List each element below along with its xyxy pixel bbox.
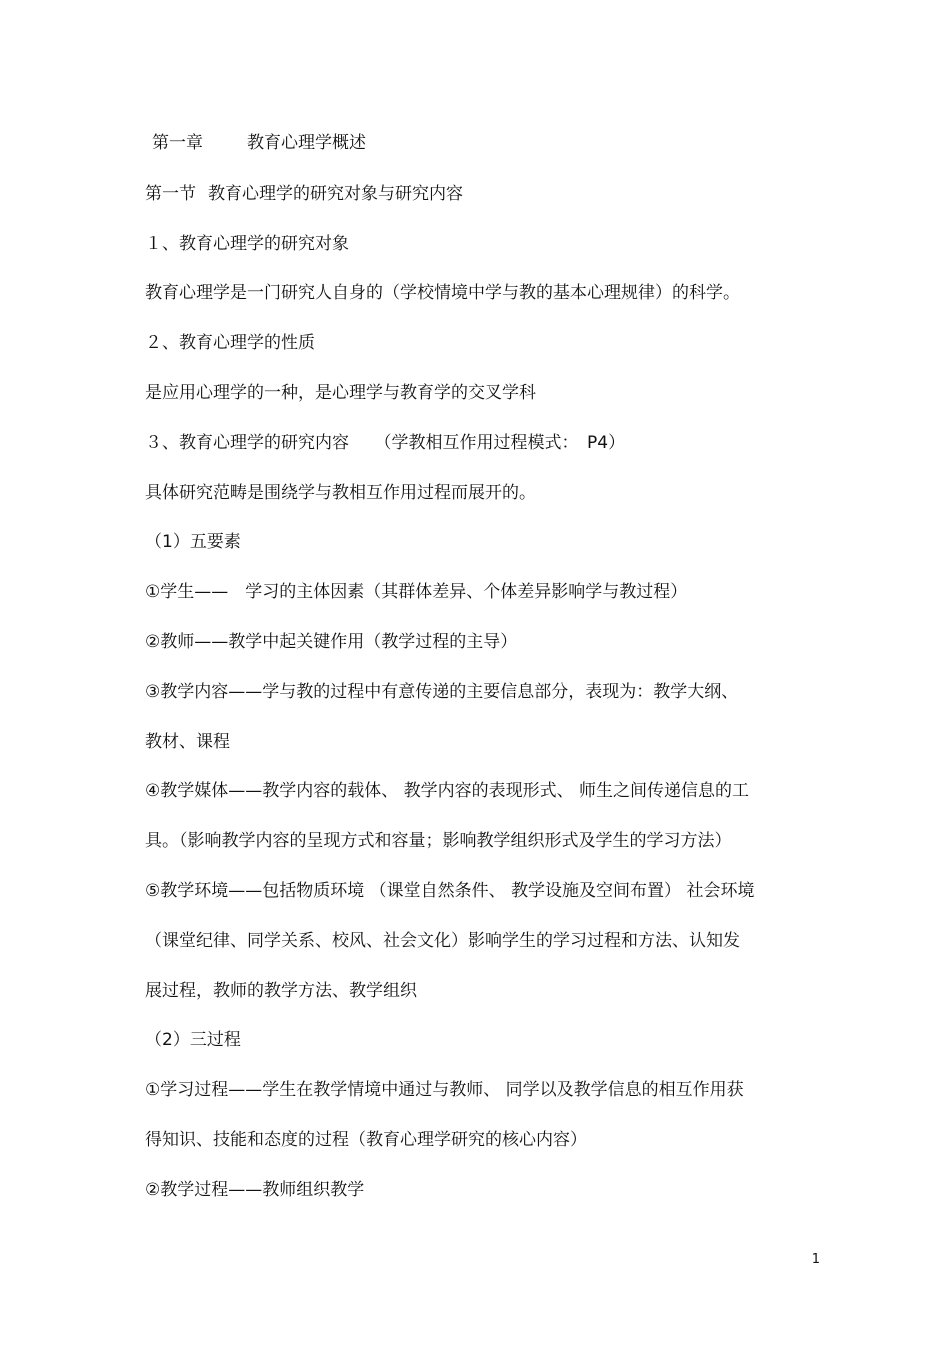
paragraph-line: （2）三过程 bbox=[145, 1030, 241, 1050]
paragraph-line: １、教育心理学的研究对象 bbox=[145, 234, 349, 254]
chapter-heading bbox=[152, 132, 852, 154]
section-label: 第一节 bbox=[145, 184, 196, 204]
paragraph-line: ④教学媒体——教学内容的载体、 教学内容的表现形式、 师生之间传递信息的工 bbox=[145, 781, 750, 801]
paragraph-line: ②教师——教学中起关键作用（教学过程的主导） bbox=[145, 632, 518, 652]
section-heading bbox=[145, 183, 845, 205]
paragraph-line: ３、教育心理学的研究内容 （学教相互作用过程模式： P4） bbox=[145, 433, 626, 453]
paragraph-line: （1）五要素 bbox=[145, 532, 241, 552]
paragraph-line: 具体研究范畴是围绕学与教相互作用过程而展开的。 bbox=[145, 483, 536, 503]
paragraph-line: ２、教育心理学的性质 bbox=[145, 333, 315, 353]
chapter-title: 教育心理学概述 bbox=[247, 133, 366, 153]
paragraph-line: 教材、课程 bbox=[145, 732, 230, 752]
paragraph-line: ②教学过程——教师组织教学 bbox=[145, 1180, 365, 1200]
paragraph-line: ⑤教学环境——包括物质环境 （课堂自然条件、 教学设施及空间布置） 社会环境 bbox=[145, 881, 755, 901]
page-number: 1 bbox=[811, 1252, 820, 1267]
chapter-label: 第一章 bbox=[152, 133, 203, 153]
paragraph-line: 是应用心理学的一种，是心理学与教育学的交叉学科 bbox=[145, 383, 536, 403]
section-title: 教育心理学的研究对象与研究内容 bbox=[208, 184, 463, 204]
paragraph-line: ①学习过程——学生在教学情境中通过与教师、 同学以及教学信息的相互作用获 bbox=[145, 1080, 744, 1100]
paragraph-line: ①学生—— 学习的主体因素（其群体差异、个体差异影响学与教过程） bbox=[145, 582, 688, 602]
paragraph-line: 具。（影响教学内容的呈现方式和容量；影响教学组织形式及学生的学习方法） bbox=[145, 831, 732, 851]
paragraph-line: ③教学内容——学与教的过程中有意传递的主要信息部分，表现为：教学大纲、 bbox=[145, 682, 739, 702]
paragraph-line: 教育心理学是一门研究人自身的（学校情境中学与教的基本心理规律）的科学。 bbox=[145, 283, 740, 303]
paragraph-line: 展过程，教师的教学方法、教学组织 bbox=[145, 981, 417, 1001]
paragraph-line: （课堂纪律、同学关系、校风、社会文化）影响学生的学习过程和方法、认知发 bbox=[145, 931, 740, 951]
paragraph-line: 得知识、技能和态度的过程（教育心理学研究的核心内容） bbox=[145, 1130, 587, 1150]
